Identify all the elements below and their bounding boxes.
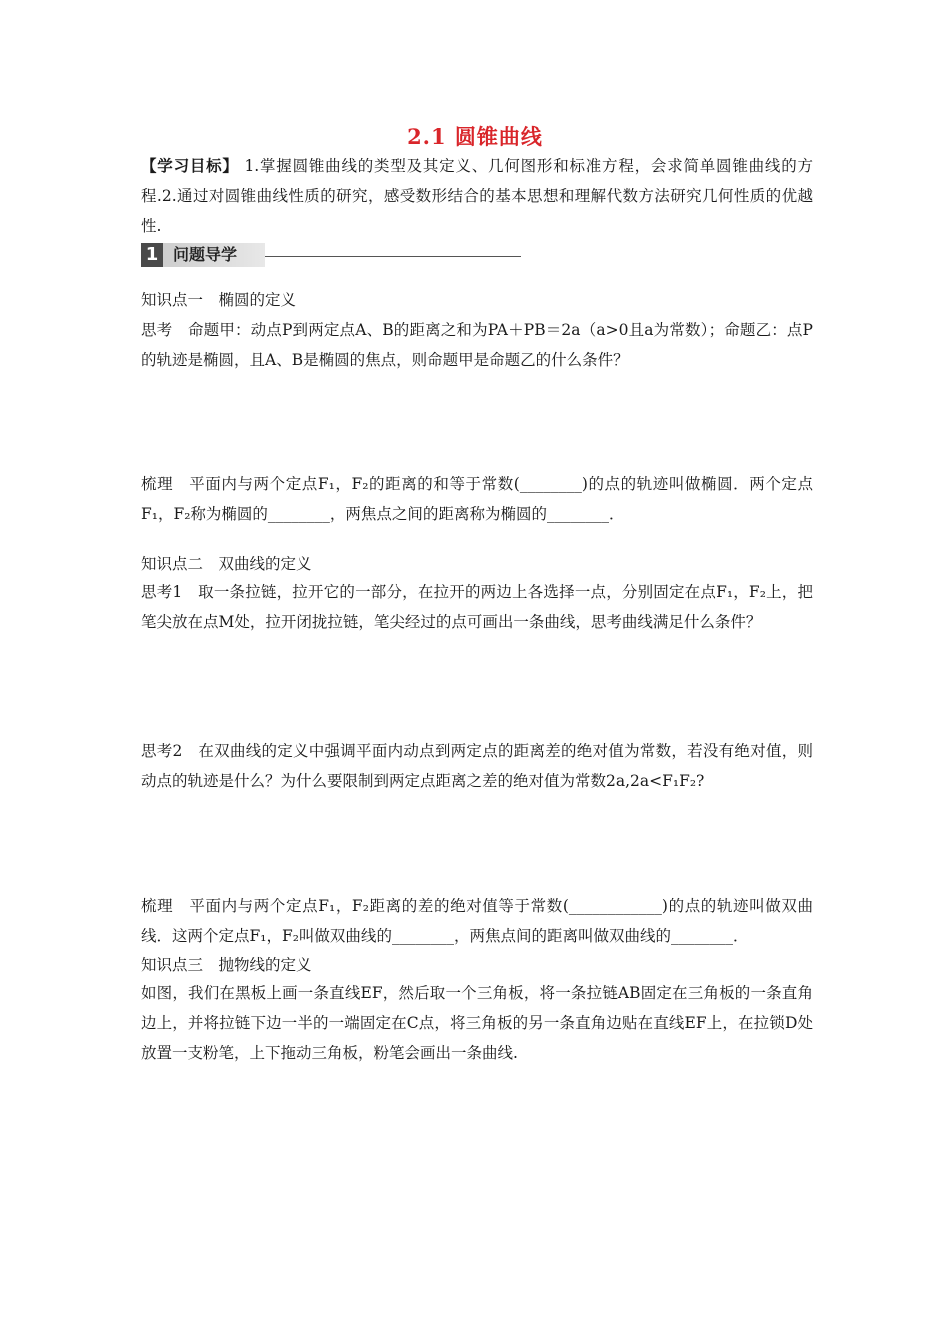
k2-think1: 思考1 取一条拉链，拉开它的一部分，在拉开的两边上各选择一点，分别固定在点F₁，F₂上，把笔尖放在点M处，拉开闭拢拉链，笔尖经过的点可画出一条曲线，思考曲线满足什么条件？ bbox=[141, 583, 813, 631]
k2-summary: 梳理 平面内与两个定点F₁，F₂距离的差的绝对值等于常数(____________)的点的轨迹叫做双曲线．这两个定点F₁，F₂叫做双曲线的________，两焦点间的距离叫做双曲线的________． bbox=[141, 897, 813, 945]
k3-heading: 知识点三 抛物线的定义 bbox=[141, 956, 312, 974]
learning-objective bbox=[141, 151, 813, 241]
k2-heading: 知识点二 双曲线的定义 bbox=[141, 555, 312, 573]
k3-text: 如图，我们在黑板上画一条直线EF，然后取一个三角板，将一条拉链AB固定在三角板的一条直角边上，并将拉链下边一半的一端固定在C点，将三角板的另一条直角边贴在直线EF上，在拉锁D处放置一支粉笔，上下拖动三角板，粉笔会画出一条曲线. bbox=[141, 984, 813, 1062]
k2-think2: 思考2 在双曲线的定义中强调平面内动点到两定点的距离差的绝对值为常数，若没有绝对值，则动点的轨迹是什么？为什么要限制到两定点距离之差的绝对值为常数2a,2a<F₁F₂? bbox=[141, 742, 813, 790]
objective-label: 【学习目标】 bbox=[141, 156, 239, 175]
page-title: 2.1 圆锥曲线 bbox=[407, 124, 543, 149]
objective-text: 1.掌握圆锥曲线的类型及其定义、几何图形和标准方程，会求简单圆锥曲线的方程.2.通过对圆锥曲线性质的研究，感受数形结合的基本思想和理解代数方法研究几何性质的优越性. bbox=[141, 157, 813, 235]
section-header bbox=[141, 243, 521, 267]
section-divider bbox=[265, 256, 521, 257]
section-title: 问题导学 bbox=[173, 245, 238, 264]
section-number: 1 bbox=[141, 243, 163, 267]
k1-think: 思考 命题甲：动点P到两定点A、B的距离之和为PA＋PB＝2a（a>0且a为常数）；命题乙：点P的轨迹是椭圆，且A、B是椭圆的焦点，则命题甲是命题乙的什么条件？ bbox=[141, 321, 813, 369]
k1-summary: 梳理 平面内与两个定点F₁，F₂的距离的和等于常数(________)的点的轨迹叫做椭圆．两个定点F₁，F₂称为椭圆的________，两焦点之间的距离称为椭圆的________． bbox=[141, 475, 813, 523]
k1-heading: 知识点一 椭圆的定义 bbox=[141, 291, 297, 309]
